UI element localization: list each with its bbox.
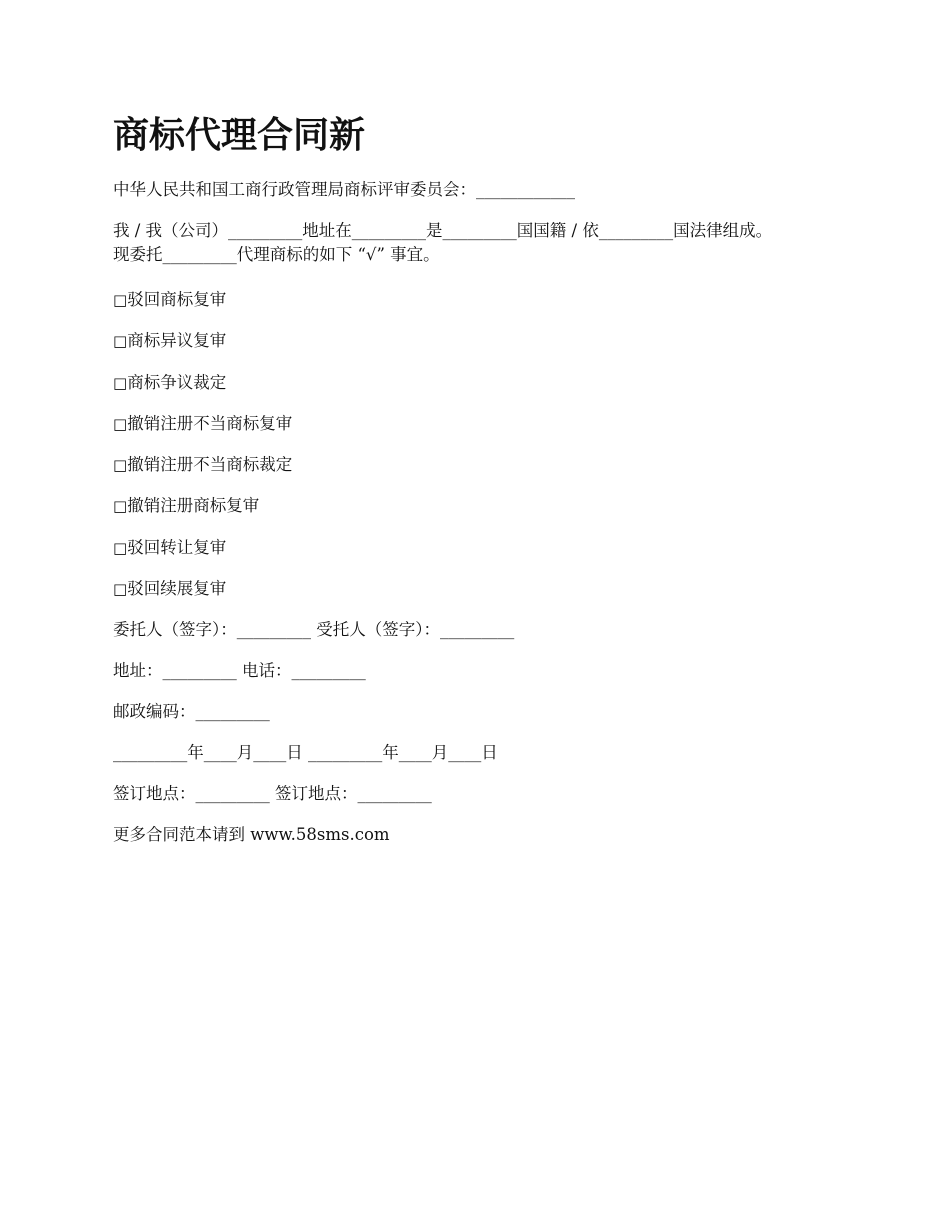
option-label: 撤销注册不当商标裁定 bbox=[127, 455, 293, 475]
option-item bbox=[113, 577, 873, 601]
checkbox-icon: □ bbox=[113, 580, 128, 599]
option-item bbox=[113, 412, 873, 436]
option-label: 商标异议复审 bbox=[127, 331, 227, 351]
intro-line-2: 现委托_________代理商标的如下 “√” 事宜。 bbox=[113, 245, 440, 264]
checkbox-icon: □ bbox=[113, 332, 128, 351]
document-page bbox=[113, 112, 873, 864]
option-label: 驳回商标复审 bbox=[127, 290, 227, 309]
postcode-line: 邮政编码：_________ bbox=[113, 702, 270, 722]
option-label: 驳回续展复审 bbox=[127, 579, 227, 599]
address-phone-line: 地址：_________ 电话：_________ bbox=[113, 661, 366, 681]
option-label: 撤销注册商标复审 bbox=[127, 496, 260, 516]
option-label: 商标争议裁定 bbox=[127, 372, 227, 392]
checkbox-icon: □ bbox=[113, 373, 128, 392]
option-label: 驳回转让复审 bbox=[127, 537, 227, 557]
option-label: 撤销注册不当商标复审 bbox=[127, 413, 293, 433]
option-item bbox=[113, 536, 873, 560]
option-item bbox=[113, 288, 873, 312]
checkbox-icon: □ bbox=[113, 291, 128, 309]
checkbox-icon: □ bbox=[113, 538, 128, 557]
option-item bbox=[113, 453, 873, 477]
option-item bbox=[113, 371, 873, 395]
signing-place-line: 签订地点：_________ 签订地点：_________ bbox=[113, 784, 432, 804]
document-title: 商标代理合同新 bbox=[113, 115, 366, 156]
option-item bbox=[113, 494, 873, 518]
date-line: _________年____月____日 _________年____月____日 bbox=[113, 743, 498, 763]
footer-text: 更多合同范本请到 www.58sms.com bbox=[113, 825, 390, 845]
checkbox-icon: □ bbox=[113, 414, 128, 433]
checkbox-icon: □ bbox=[113, 497, 128, 516]
checkbox-icon: □ bbox=[113, 456, 128, 475]
addressee-line: 中华人民共和国工商行政管理局商标评审委员会：____________ bbox=[113, 180, 575, 199]
signature-line: 委托人（签字）：_________ 受托人（签字）：_________ bbox=[113, 620, 515, 640]
option-item bbox=[113, 329, 873, 353]
intro-paragraph bbox=[113, 219, 873, 267]
intro-line-1: 我 / 我（公司）_________地址在_________是_________国国籍 / 依_________国法律组成。 bbox=[113, 221, 773, 240]
